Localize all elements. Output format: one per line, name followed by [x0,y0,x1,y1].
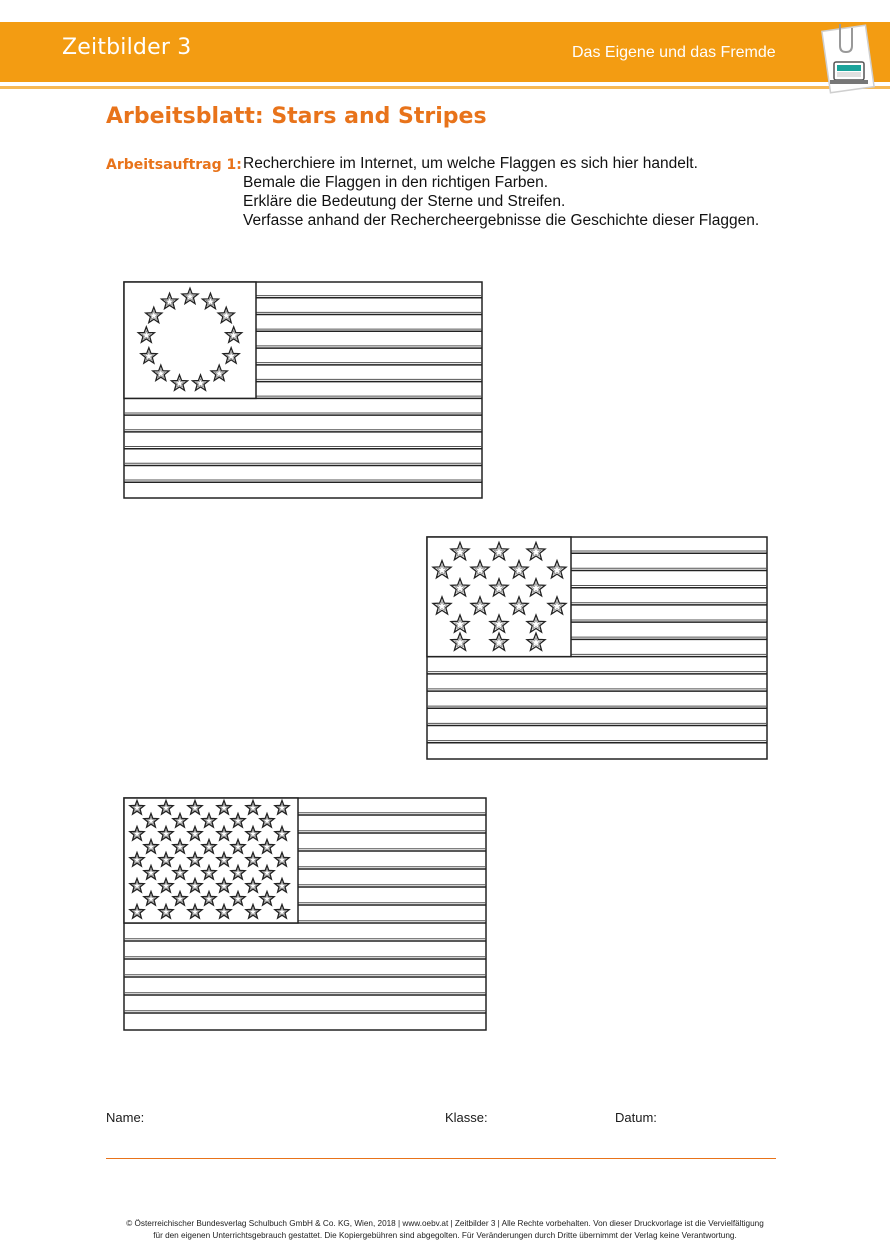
footer-line: für den eigenen Unterrichtsgebrauch gestattet. Die Kopiergebühren sind abgegolten. Für Veränderungen durch Dritte übernimmt der Verlag keine Verantwortung. [153,1231,737,1240]
page-title: Arbeitsblatt: Stars and Stripes [106,104,487,129]
signature-line[interactable] [106,1158,776,1159]
footer-line: © Österreichischer Bundesverlag Schulbuch GmbH & Co. KG, Wien, 2018 | www.oebv.at | Zeitbilder 3 | Alle Rechte vorbehalten. Von dieser Druckvorlage ist die Vervielfältigung [126,1219,764,1228]
flag-50-stars[interactable] [123,797,487,1031]
flag-13-stars-circle[interactable] [123,281,483,499]
copyright-footer [0,1218,890,1242]
chapter-title: Das Eigene und das Fremde [572,44,776,61]
task-line: Bemale die Flaggen in den richtigen Farben. [243,174,549,191]
book-title: Zeitbilder 3 [62,35,192,60]
header-divider [0,86,890,89]
task-line: Verfasse anhand der Rechercheergebnisse die Geschichte dieser Flaggen. [243,212,760,229]
document-icon [820,18,878,98]
name-label: Name: [106,1110,145,1125]
task-instructions [243,154,759,230]
task-label: Arbeitsauftrag 1: [106,157,242,173]
flag-20-stars[interactable] [426,536,768,760]
task-line: Erkläre die Bedeutung der Sterne und Streifen. [243,193,566,210]
class-label: Klasse: [445,1110,488,1125]
date-label: Datum: [615,1110,657,1125]
task-line: Recherchiere im Internet, um welche Flaggen es sich hier handelt. [243,155,698,172]
